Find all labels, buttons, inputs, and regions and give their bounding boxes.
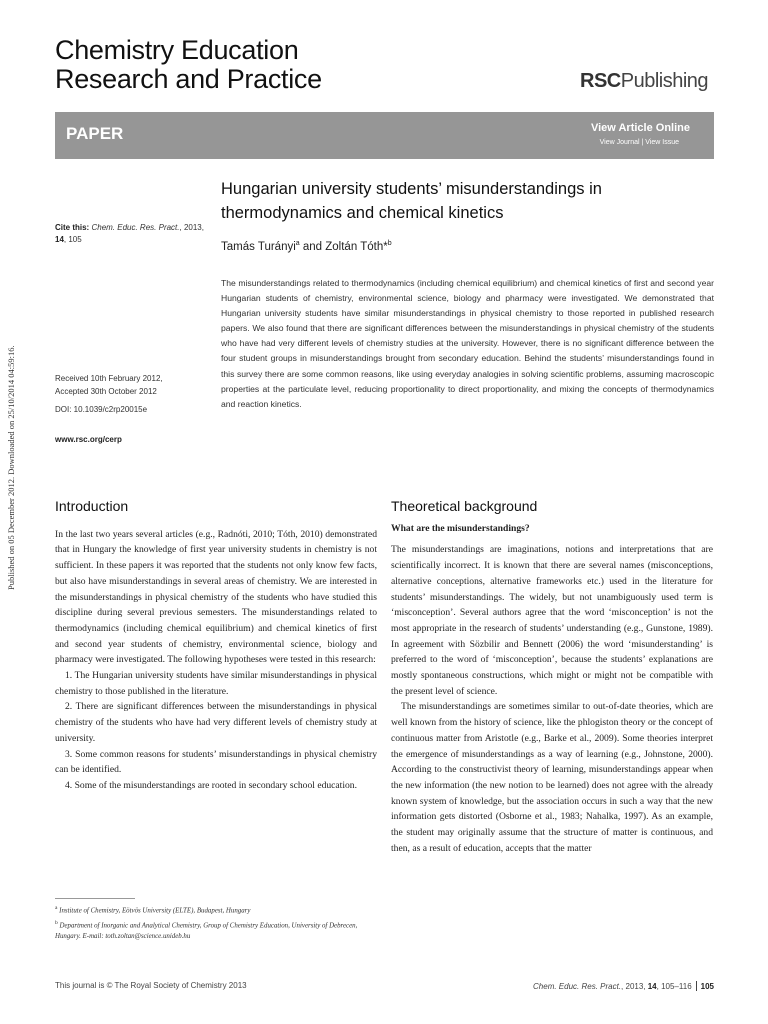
view-article-online-link[interactable]: View Article Online (590, 122, 690, 134)
affiliation-a-text: Institute of Chemistry, Eötvös University (ELTE), Budapest, Hungary (57, 907, 251, 915)
authors-conjunction: and (299, 240, 326, 253)
view-links-separator: | (639, 139, 646, 146)
theory-paragraph-2: The misunderstandings are sometimes similar to out-of-date theories, which are well known from the history of science, like the phlogiston theory or the concept of continuous matter from Aristotle (e.g., Barke et al., 2009). Some theories interpret the emergence of misunderstandings as a way of learning (e.g., Johnstone, 2000). According to the constructivist theory of learning, misunderstandings appear when the new information (the new notion to be learned) does not agree with the already known system of knowledge, but the association occurs in such a way that the new information gets distorted (Osborne et al., 1983; Nahalka, 1997). As an example, the student may originally assume that the structure of matter is continuous, and then, as a result of education, accepts that the matter (391, 701, 713, 854)
misunderstandings-subheading: What are the misunderstandings? (391, 522, 530, 534)
affiliation-b-text: Department of Inorganic and Analytical Chemistry, Group of Chemistry Education, University of Debrecen, Hungary. E-mail: toth.zoltan@science.unideb.hu (55, 922, 358, 940)
hypothesis-1: 1. The Hungarian university students have similar misunderstandings in physical chemistry to those published in the literature. (55, 670, 377, 697)
copyright-footer: This journal is © The Royal Society of Chemistry 2013 (55, 981, 247, 990)
publisher-logo (580, 70, 708, 93)
left-column (55, 499, 377, 794)
received-date: Received 10th February 2012, (55, 374, 163, 383)
authors (221, 240, 392, 253)
theoretical-background-heading: Theoretical background (391, 498, 538, 514)
view-journal-link[interactable]: View Journal (599, 139, 640, 146)
footer-volume: 14 (647, 982, 657, 991)
cite-pages: , 105 (63, 235, 82, 244)
page-footer (533, 981, 714, 991)
citation-block (55, 222, 220, 246)
footer-pages: , 105–116 (656, 982, 692, 991)
journal-title-line2: Research and Practice (55, 64, 322, 94)
cite-journal: Chem. Educ. Res. Pract. (91, 223, 180, 232)
download-side-note: Published on 05 December 2012. Downloaded on 25/10/2014 04:59:16. (6, 345, 16, 590)
affiliation-b-marker: b (55, 920, 58, 927)
journal-title (55, 36, 322, 94)
footnote-divider (55, 898, 135, 899)
abstract: The misunderstandings related to thermodynamics (including chemical equilibrium) and chemical kinetics of first and second year Hungarian students of chemistry, environmental science, biology and pharmacy were investigated. We demonstrated that Hungarian university students have similar misunderstandings in physical chemistry to those reported in published research papers. We also found that there are significant differences between the misunderstandings in physical chemistry of the students who have had very different levels of chemistry studies at the university. However, there is no significant difference between the four student groups in misunderstandings brought from secondary education. Behind the students’ misunderstandings found in this survey there are some common reasons, like using everyday analogies in solving scientific problems, assuming macroscopic properties at the particulate level, reducing proportionality to direct proportionality, and mixing the concepts of thermodynamics and reaction kinetics. (221, 278, 714, 409)
affiliation-b (55, 918, 377, 941)
journal-website-link[interactable]: www.rsc.org/cerp (55, 435, 122, 444)
footer-separator (696, 981, 697, 991)
author-2[interactable]: Zoltán Tóth* (325, 240, 388, 253)
affiliations (55, 903, 377, 944)
view-links (600, 139, 679, 146)
theory-paragraph-1: The misunderstandings are imaginations, notions and interpretations that are scientifically incorrect. It is known that there are several names (misconceptions, alternative conceptions, alternative frameworks etc.) used in the literature for students’ misunderstandings. The widely, but not unambiguously used term is ‘misconception’. Several authors agree that the word ‘misconception’ is not the most appropriate in the research of students’ understanding (e.g., Gunstone, 1989). In agreement with Sözbilir and Bennett (2006) the word ‘misunderstanding’ is preferred to the word of ‘misconception’, because the students’ explanations are mostly spontaneous constructions, which might or might not be compatible with the present level of science. (391, 544, 713, 697)
hypothesis-2: 2. There are significant differences between the misunderstandings in physical chemistry of the students who have had very different levels of chemistry study at university. (55, 701, 377, 744)
received-dates (55, 372, 220, 398)
affiliation-a (55, 903, 377, 916)
view-issue-link[interactable]: View Issue (645, 139, 679, 146)
publisher-logo-bold: RSC (580, 70, 621, 92)
hypothesis-3: 3. Some common reasons for students’ misunderstandings in physical chemistry can be identified. (55, 748, 377, 776)
author-1[interactable]: Tamás Turányi (221, 240, 296, 253)
article-type-label: PAPER (66, 124, 124, 143)
doi[interactable]: DOI: 10.1039/c2rp20015e (55, 405, 148, 414)
cite-volume: 14 (55, 235, 64, 244)
paper-banner (55, 112, 714, 159)
cite-year: , 2013, (179, 223, 204, 232)
hypothesis-4: 4. Some of the misunderstandings are rooted in secondary school education. (65, 779, 358, 791)
journal-title-line1: Chemistry Education (55, 35, 299, 65)
author-1-affiliation: a (295, 240, 300, 247)
publisher-logo-rest: Publishing (620, 70, 709, 92)
page-number: 105 (700, 982, 714, 991)
author-2-affiliation: b (387, 240, 392, 247)
introduction-heading: Introduction (55, 498, 129, 514)
affiliation-a-marker: a (55, 905, 58, 911)
footer-year: , 2013, (621, 982, 648, 991)
accepted-date: Accepted 30th October 2012 (55, 387, 157, 396)
right-column (391, 499, 713, 856)
introduction-paragraph: In the last two years several articles (e.g., Radnóti, 2010; Tóth, 2010) demonstrated that in Hungary the knowledge of first year university students in chemistry is not sufficient. In these papers it was reported that the students not only know few facts, but also have misunderstandings in several areas of chemistry. We are interested in the misunderstandings in physical chemistry of the students who have studied this discipline during several previous semesters. The misunderstandings related to thermodynamics (including chemical equilibrium) and chemical kinetics of first and second year students of chemistry, environmental science, biology and pharmacy were investigated. The following hypotheses were tested in this research: (55, 528, 377, 666)
cite-label: Cite this: (55, 223, 90, 232)
footer-journal: Chem. Educ. Res. Pract. (533, 982, 622, 991)
article-title: Hungarian university students’ misunderstandings in thermodynamics and chemical kinetics (221, 180, 602, 222)
